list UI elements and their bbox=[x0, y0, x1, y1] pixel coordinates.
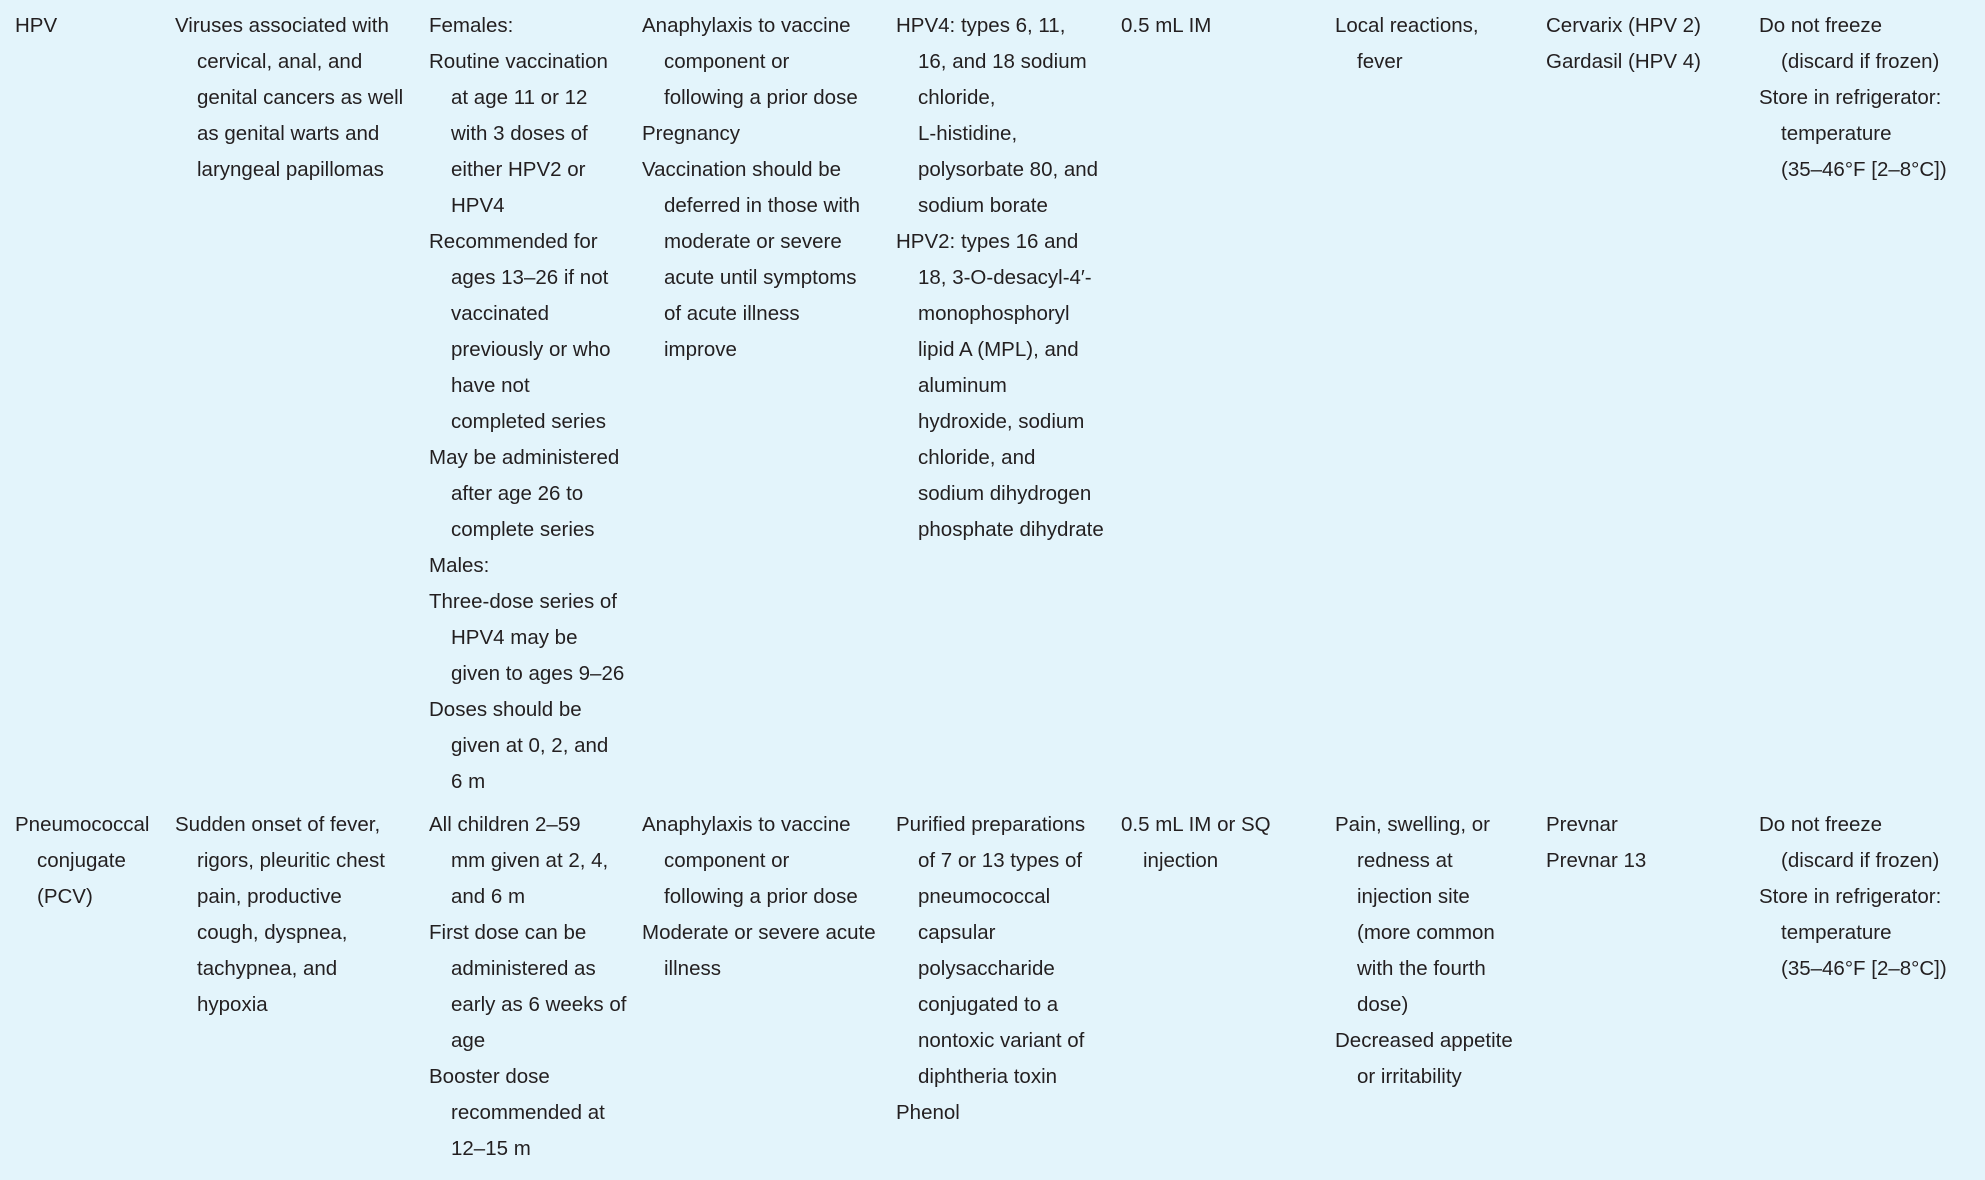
indication-text: mm given at 2, 4, bbox=[451, 849, 609, 872]
storage-text: Do not freeze bbox=[1759, 14, 1883, 37]
vaccine-name-cell bbox=[15, 807, 149, 915]
disease-text: genital cancers as well bbox=[197, 86, 404, 109]
component-text: 16, and 18 sodium bbox=[918, 50, 1087, 73]
contraindication-text: Pregnancy bbox=[642, 122, 741, 145]
indication-text: Males: bbox=[429, 554, 490, 577]
indication-text: previously or who bbox=[451, 338, 611, 361]
contraindication-text: of acute illness bbox=[664, 302, 800, 325]
adverse-text: Pain, swelling, or bbox=[1335, 813, 1490, 836]
component-text: 18, 3-O-desacyl-4′- bbox=[918, 266, 1092, 289]
brand-text: Cervarix (HPV 2) bbox=[1546, 14, 1701, 37]
indication-text: complete series bbox=[451, 518, 595, 541]
disease-text: cough, dyspnea, bbox=[197, 921, 348, 944]
dose-cell bbox=[1121, 8, 1211, 44]
component-text: HPV2: types 16 and bbox=[896, 230, 1079, 253]
storage-text: (35–46°F [2–8°C]) bbox=[1781, 957, 1947, 980]
contraindication-text: following a prior dose bbox=[664, 885, 858, 908]
dose-text: injection bbox=[1143, 849, 1219, 872]
component-text: capsular bbox=[918, 921, 996, 944]
disease-cell bbox=[175, 8, 403, 188]
indication-text: Recommended for bbox=[429, 230, 598, 253]
storage-cell bbox=[1759, 807, 1947, 987]
brands-cell bbox=[1546, 807, 1646, 879]
indication-text: ages 13–26 if not bbox=[451, 266, 609, 289]
storage-text: temperature bbox=[1781, 921, 1892, 944]
contraindication-text: Moderate or severe acute bbox=[642, 921, 876, 944]
contraindication-text: illness bbox=[664, 957, 721, 980]
component-text: chloride, and bbox=[918, 446, 1036, 469]
component-text: phosphate dihydrate bbox=[918, 518, 1104, 541]
contraindication-text: Anaphylaxis to vaccine bbox=[642, 14, 851, 37]
component-text: L-histidine, bbox=[918, 122, 1018, 145]
brand-text: Prevnar 13 bbox=[1546, 849, 1647, 872]
adverse-text: Decreased appetite bbox=[1335, 1029, 1513, 1052]
indication-text: with 3 doses of bbox=[451, 122, 588, 145]
adverse-text: dose) bbox=[1357, 993, 1409, 1016]
adverse-reactions-cell bbox=[1335, 8, 1479, 80]
component-text: HPV4: types 6, 11, bbox=[896, 14, 1066, 37]
indication-text: All children 2–59 bbox=[429, 813, 581, 836]
brands-cell bbox=[1546, 8, 1701, 80]
indication-text: Females: bbox=[429, 14, 514, 37]
indication-text: recommended at bbox=[451, 1101, 605, 1124]
vaccine-name-cell bbox=[15, 8, 57, 44]
indications-cell bbox=[429, 8, 624, 800]
adverse-text: injection site bbox=[1357, 885, 1470, 908]
vaccine-name: conjugate bbox=[37, 849, 126, 872]
disease-text: rigors, pleuritic chest bbox=[197, 849, 385, 872]
indication-text: completed series bbox=[451, 410, 606, 433]
component-text: conjugated to a bbox=[918, 993, 1059, 1016]
indication-text: May be administered bbox=[429, 446, 620, 469]
brand-text: Gardasil (HPV 4) bbox=[1546, 50, 1701, 73]
indication-text: given to ages 9–26 bbox=[451, 662, 625, 685]
indication-text: after age 26 to bbox=[451, 482, 584, 505]
component-text: nontoxic variant of bbox=[918, 1029, 1085, 1052]
indication-text: Booster dose bbox=[429, 1065, 550, 1088]
vaccine-name: (PCV) bbox=[37, 885, 93, 908]
component-text: diphtheria toxin bbox=[918, 1065, 1058, 1088]
indication-text: HPV4 may be bbox=[451, 626, 578, 649]
indication-text: early as 6 weeks of bbox=[451, 993, 627, 1016]
contraindication-text: component or bbox=[664, 50, 790, 73]
component-text: sodium borate bbox=[918, 194, 1048, 217]
storage-text: (discard if frozen) bbox=[1781, 849, 1940, 872]
dose-text: 0.5 mL IM or SQ bbox=[1121, 813, 1271, 836]
component-text: Phenol bbox=[896, 1101, 960, 1124]
indication-text: Three-dose series of bbox=[429, 590, 618, 613]
components-cell bbox=[896, 807, 1085, 1131]
indication-text: First dose can be bbox=[429, 921, 587, 944]
contraindication-text: improve bbox=[664, 338, 737, 361]
contraindication-text: Anaphylaxis to vaccine bbox=[642, 813, 851, 836]
brand-text: Prevnar bbox=[1546, 813, 1618, 836]
indication-text: 6 m bbox=[451, 770, 486, 793]
adverse-text: (more common bbox=[1357, 921, 1495, 944]
indications-cell bbox=[429, 807, 626, 1167]
contraindication-text: Vaccination should be bbox=[642, 158, 842, 181]
dose-text: 0.5 mL IM bbox=[1121, 14, 1212, 37]
adverse-text: Local reactions, bbox=[1335, 14, 1479, 37]
indication-text: vaccinated bbox=[451, 302, 550, 325]
indication-text: Doses should be bbox=[429, 698, 582, 721]
vaccine-name: Pneumococcal bbox=[15, 813, 150, 836]
contraindication-text: acute until symptoms bbox=[664, 266, 857, 289]
components-cell bbox=[896, 8, 1104, 548]
adverse-text: with the fourth bbox=[1357, 957, 1486, 980]
disease-text: tachypnea, and bbox=[197, 957, 338, 980]
vaccine-name: HPV bbox=[15, 14, 58, 37]
disease-text: pain, productive bbox=[197, 885, 342, 908]
indication-text: 12–15 m bbox=[451, 1137, 531, 1160]
component-text: pneumococcal bbox=[918, 885, 1051, 908]
disease-text: Sudden onset of fever, bbox=[175, 813, 381, 836]
component-text: Purified preparations bbox=[896, 813, 1086, 836]
indication-text: Routine vaccination bbox=[429, 50, 608, 73]
storage-cell bbox=[1759, 8, 1947, 188]
dose-cell bbox=[1121, 807, 1271, 879]
disease-text: Viruses associated with bbox=[175, 14, 389, 37]
storage-text: (discard if frozen) bbox=[1781, 50, 1940, 73]
disease-text: hypoxia bbox=[197, 993, 268, 1016]
indication-text: and 6 m bbox=[451, 885, 526, 908]
indication-text: administered as bbox=[451, 957, 596, 980]
disease-text: laryngeal papillomas bbox=[197, 158, 384, 181]
component-text: polysaccharide bbox=[918, 957, 1055, 980]
indication-text: given at 0, 2, and bbox=[451, 734, 609, 757]
storage-text: Do not freeze bbox=[1759, 813, 1883, 836]
disease-cell bbox=[175, 807, 385, 1023]
storage-text: Store in refrigerator: bbox=[1759, 885, 1942, 908]
component-text: aluminum bbox=[918, 374, 1007, 397]
contraindications-cell bbox=[642, 8, 860, 368]
contraindication-text: component or bbox=[664, 849, 790, 872]
storage-text: temperature bbox=[1781, 122, 1892, 145]
adverse-text: or irritability bbox=[1357, 1065, 1462, 1088]
component-text: monophosphoryl bbox=[918, 302, 1070, 325]
indication-text: at age 11 or 12 bbox=[451, 86, 588, 109]
component-text: chloride, bbox=[918, 86, 996, 109]
indication-text: have not bbox=[451, 374, 530, 397]
disease-text: as genital warts and bbox=[197, 122, 380, 145]
storage-text: Store in refrigerator: bbox=[1759, 86, 1942, 109]
component-text: of 7 or 13 types of bbox=[918, 849, 1083, 872]
contraindication-text: moderate or severe bbox=[664, 230, 842, 253]
adverse-reactions-cell bbox=[1335, 807, 1513, 1095]
indication-text: age bbox=[451, 1029, 486, 1052]
component-text: polysorbate 80, and bbox=[918, 158, 1099, 181]
contraindication-text: deferred in those with bbox=[664, 194, 861, 217]
contraindication-text: following a prior dose bbox=[664, 86, 858, 109]
component-text: lipid A (MPL), and bbox=[918, 338, 1079, 361]
indication-text: either HPV2 or bbox=[451, 158, 586, 181]
storage-text: (35–46°F [2–8°C]) bbox=[1781, 158, 1947, 181]
disease-text: cervical, anal, and bbox=[197, 50, 363, 73]
component-text: sodium dihydrogen bbox=[918, 482, 1092, 505]
adverse-text: fever bbox=[1357, 50, 1403, 73]
component-text: hydroxide, sodium bbox=[918, 410, 1085, 433]
indication-text: HPV4 bbox=[451, 194, 505, 217]
adverse-text: redness at bbox=[1357, 849, 1453, 872]
contraindications-cell bbox=[642, 807, 876, 987]
